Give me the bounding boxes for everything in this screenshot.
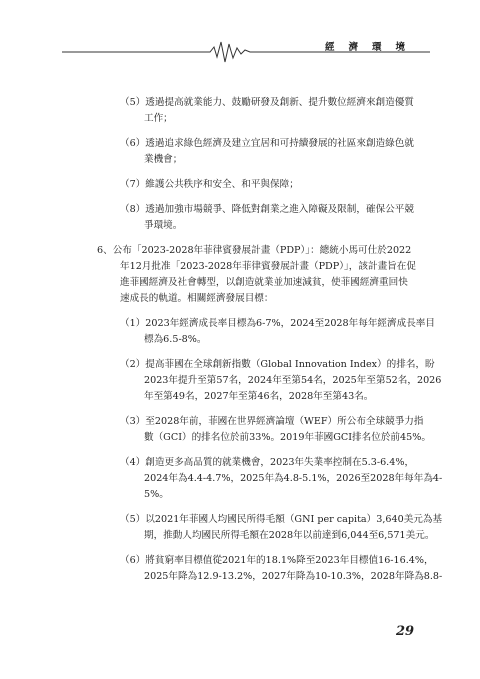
text-line: 爭環境。 — [144, 220, 183, 231]
text-line: （3）至2028年前，菲國在世界經濟論壇（WEF）所公布全球競爭力指 — [120, 416, 424, 427]
text-line: 標為6.5-8%。 — [144, 334, 207, 345]
text-line: 2024年為4.4-4.7%，2025年為4.8-5.1%，2026至2028年每年為4- — [144, 473, 443, 484]
text-line: 進菲國經濟及社會轉型，以創造就業並加速減貧，使菲國經濟重回快 — [120, 277, 408, 288]
text-line: 年至第49名，2027年至第46名，2028年至第43名。 — [144, 391, 374, 402]
text-line: 業機會； — [144, 154, 183, 165]
text-line: （6）將貧窮率目標值從2021年的18.1%降至2023年目標值16-16.4%， — [120, 555, 434, 566]
text-line: （1）2023年經濟成長率目標為6-7%，2024至2028年每年經濟成長率目 — [120, 318, 435, 329]
text-line: （5）透過提高就業能力、鼓勵研發及創新、提升數位經濟來創造優質 — [120, 97, 414, 108]
text-line: 2023年提升至第57名，2024年至第54名，2025年至第52名，2026 — [144, 375, 442, 386]
text-line: （8）透過加強市場競爭、降低對創業之進入障礙及限制，確保公平競 — [120, 204, 414, 215]
text-line: 2025年降為12.9-13.2%，2027年降為10-10.3%，2028年降為8.8- — [144, 571, 443, 582]
text-line: （5）以2021年菲國人均國民所得毛額（GNI per capita）3,640美元為基 — [120, 514, 443, 525]
text-line: （4）創造更多高品質的就業機會，2023年失業率控制在5.3-6.4%， — [120, 457, 415, 468]
text-line: 期，推動人均國民所得毛額在2028年以前達到6,044至6,571美元。 — [144, 530, 435, 541]
text-line: 5%。 — [144, 489, 169, 500]
text-line: 工作； — [144, 113, 173, 124]
text-line: 年12月批准「2023-2028年菲律賓發展計畫（PDP）」，該計畫旨在促 — [120, 261, 416, 272]
text-line: （2）提高菲國在全球創新指數（Global Innovation Index）的排名，盼 — [120, 359, 435, 370]
text-line: 6、公布「2023-2028年菲律賓發展計畫（PDP）」：總統小馬可仕於2022 — [97, 245, 412, 256]
text-line: （6）透過追求綠色經濟及建立宜居和可持續發展的社區來創造綠色就 — [120, 138, 414, 149]
page-number: 29 — [396, 624, 415, 639]
text-line: 速成長的軌道。相關經濟發展目標： — [120, 293, 274, 304]
page-header — [0, 30, 480, 70]
text-line: （7）維護公共秩序和安全、和平與保障； — [120, 179, 299, 190]
header-title: 經濟環境 — [325, 42, 420, 53]
text-line: 數（GCI）的排名位於前33%。2019年菲國GCI排名位於前45%。 — [144, 432, 431, 443]
